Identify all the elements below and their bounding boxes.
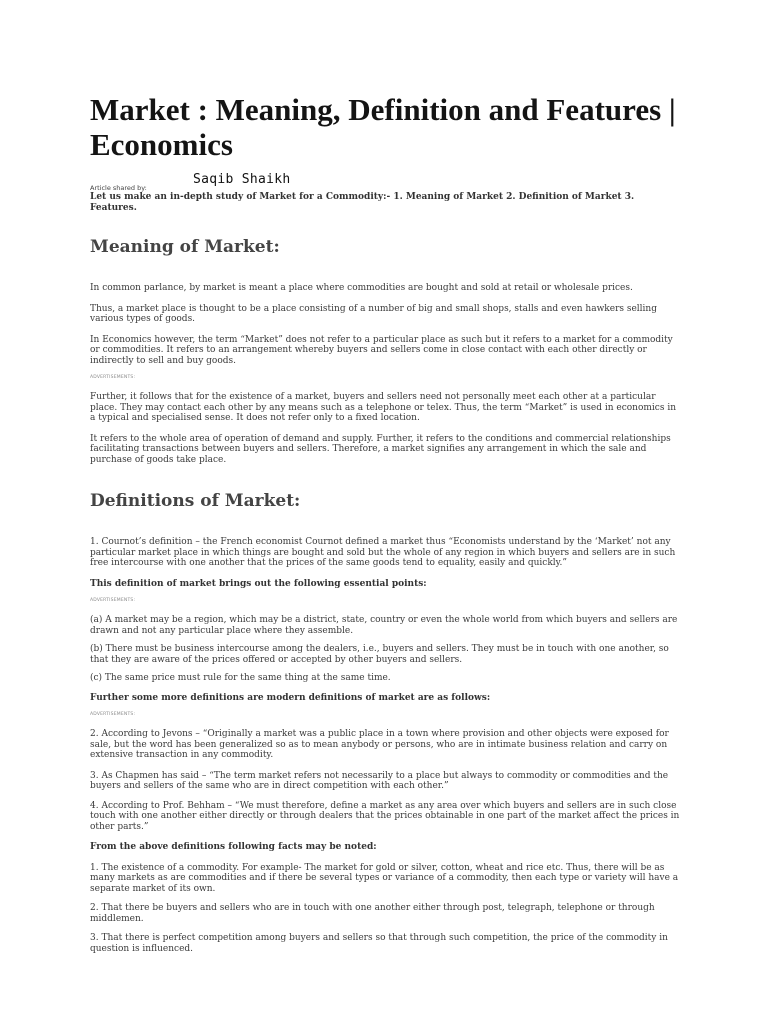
advertisement-label: ADVERTISEMENTS:	[90, 598, 136, 603]
modern-definitions-heading: Further some more definitions are modern definitions of market are as follows:	[90, 692, 491, 703]
facts-heading: From the above definitions following facts may be noted:	[90, 842, 377, 852]
meaning-paragraph-5: It refers to the whole area of operation of demand and supply. Further, it refers to the conditions and commercial relationships facilitating transactions between buyers and sellers. Therefore, a market signifies any arrangement in which the sale and purchase of goods take place.	[90, 433, 671, 465]
article-title: Market : Meaning, Definition and Features | Economics	[90, 92, 676, 162]
point-c: (c) The same price must rule for the same thing at the same time.	[90, 673, 391, 683]
shared-by-label: Article shared by:	[90, 184, 147, 192]
author-signature: Saqib Shaikh	[193, 172, 291, 187]
meaning-paragraph-1: In common parlance, by market is meant a place where commodities are bought and sold at retail or wholesale prices.	[90, 283, 633, 293]
meaning-paragraph-3: In Economics however, the term “Market” does not refer to a particular place as such but it refers to a market for a commodity or commodities. It refers to an arrangement whereby buyers and sellers come in close contact with each other directly or indirectly to sell and buy goods.	[90, 334, 673, 366]
definition-cournot: 1. Cournot’s definition – the French economist Cournot defined a market thus “Economists understand by the ‘Market’ not any particular market place in which things are bought and sold but the whole of any region in which buyers and sellers are in such free intercourse with one another that the prices of the same goods tend to equality, easily and quickly.”	[90, 537, 676, 568]
advertisement-label: ADVERTISEMENTS:	[90, 712, 136, 717]
meaning-heading: Meaning of Market:	[90, 237, 280, 257]
advertisement-label: ADVERTISEMENTS:	[90, 375, 136, 380]
meaning-paragraph-4: Further, it follows that for the existence of a market, buyers and sellers need not personally meet each other at a particular place. They may contact each other by any means such as a telephone or telex. Thus, the term “Market” is used in economics in a typical and specialised sense. It does not refer only to a fixed location.	[90, 392, 676, 423]
intro-paragraph: Let us make an in-depth study of Market for a Commodity:- 1. Meaning of Market 2. Definition of Market 3. Features.	[90, 192, 635, 213]
definition-behham: 4. According to Prof. Behham – “We must therefore, define a market as any area over which buyers and sellers are in such close touch with one another either directly or through dealers that the prices obtainable in one part of the market affect the prices in other parts.”	[90, 800, 680, 832]
point-a: (a) A market may be a region, which may be a district, state, country or even the whole world from which buyers and sellers are drawn and not any particular place where they assemble.	[90, 615, 678, 636]
point-b: (b) There must be business intercourse among the dealers, i.e., buyers and sellers. They must be in touch with one another, so that they are aware of the prices offered or accepted by other buyers and sellers.	[90, 644, 669, 665]
fact-2: 2. That there be buyers and sellers who are in touch with one another either through post, telegraph, telephone or through middlemen.	[90, 903, 655, 924]
article-body	[90, 192, 680, 954]
definition-jevons: 2. According to Jevons – “Originally a market was a public place in a town where provision and other objects were exposed for sale, but the word has been generalized so as to mean anybody or persons, who are in intimate business relation and carry on extensive transaction in any commodity.	[90, 729, 669, 760]
fact-1: 1. The existence of a commodity. For example- The market for gold or silver, cotton, wheat and rice etc. Thus, there will be as many markets as are commodities and if there be several types or variance of a commodity, then each type or variety will have a separate market of its own.	[90, 862, 679, 894]
essential-points-heading: This definition of market brings out the following essential points:	[90, 578, 427, 589]
meaning-paragraph-2: Thus, a market place is thought to be a place consisting of a number of big and small shops, stalls and even hawkers selling various types of goods.	[90, 303, 657, 324]
definition-chapmen: 3. As Chapmen has said – “The term market refers not necessarily to a place but always to commodity or commodities and the buyers and sellers of the same who are in direct competition with each other.”	[90, 770, 669, 791]
fact-3: 3. That there is perfect competition among buyers and sellers so that through such competition, the price of the commodity in question is influenced.	[90, 933, 668, 954]
definitions-heading: Definitions of Market:	[90, 491, 301, 511]
